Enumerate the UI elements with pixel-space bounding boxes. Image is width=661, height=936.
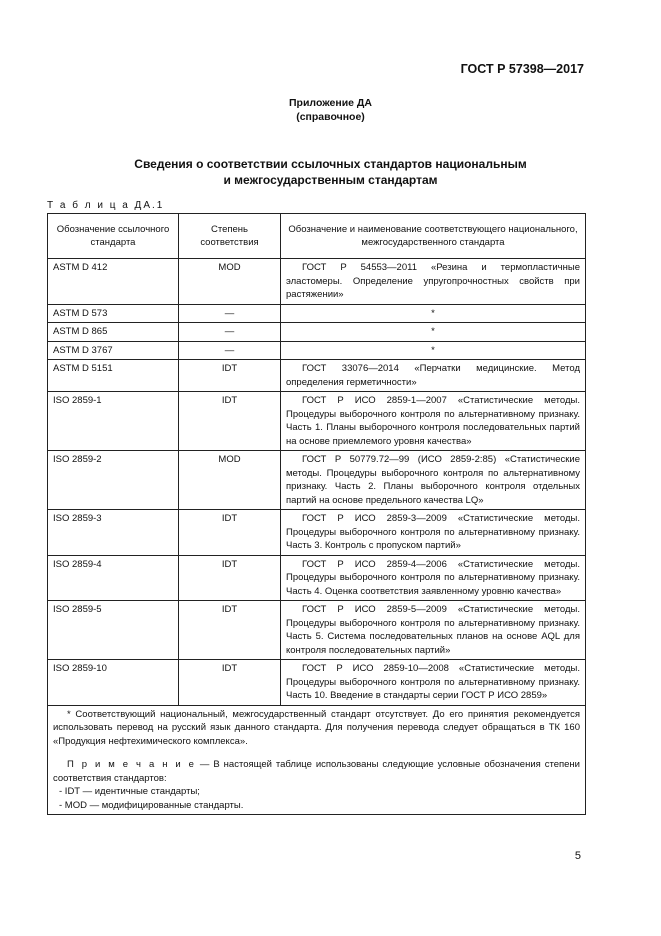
- annex-title: Приложение ДА: [289, 97, 372, 109]
- cell-reference: ASTM D 3767: [48, 341, 179, 360]
- annex-status: (справочное): [296, 111, 365, 123]
- cell-national: [281, 451, 586, 510]
- table-row: [48, 510, 586, 556]
- table-row: [48, 601, 586, 660]
- cell-national: [281, 555, 586, 601]
- table-row: [48, 451, 586, 510]
- cell-reference: ASTM D 412: [48, 259, 179, 305]
- column-header-reference: Обозначение ссылочного стандарта: [48, 214, 179, 259]
- national-text: ГОСТ Р ИСО 2859-3—2009 «Статистические методы. Процедуры выборочного контроля по альтернативному признаку. Часть 3. Контроль с пропуском партий»: [286, 513, 580, 551]
- cell-degree: IDT: [179, 601, 281, 660]
- cell-degree: MOD: [179, 451, 281, 510]
- national-text: ГОСТ Р 50779.72—99 (ИСО 2859-2:85) «Статистические методы. Процедуры выборочного контроля по альтернативному признаку. Часть 2. Планы выборочного контроля отдельных партий на основе предельного качества LQ»: [286, 454, 580, 506]
- annex-heading: [0, 96, 661, 124]
- cell-degree: IDT: [179, 392, 281, 451]
- cell-degree: —: [179, 304, 281, 323]
- cell-national: [281, 601, 586, 660]
- section-title-line-1: Сведения о соответствии ссылочных стандартов национальным: [134, 157, 527, 171]
- cell-national: [281, 360, 586, 392]
- cell-national: *: [281, 323, 586, 342]
- table-row: [48, 304, 586, 323]
- table-row: [48, 392, 586, 451]
- column-header-degree: Степень соответствия: [179, 214, 281, 259]
- note-text: — В настоящей таблице использованы следующие условные обозначения степени соответствия стандартов:: [53, 759, 580, 784]
- cell-reference: ISO 2859-5: [48, 601, 179, 660]
- note-item-idt: - IDT — идентичные стандарты;: [59, 786, 200, 797]
- notes-cell: [48, 705, 586, 815]
- correspondence-table: [47, 213, 586, 815]
- cell-degree: IDT: [179, 510, 281, 556]
- table-row: [48, 360, 586, 392]
- cell-national: *: [281, 341, 586, 360]
- cell-reference: ASTM D 573: [48, 304, 179, 323]
- section-title-line-2: и межгосударственным стандартам: [223, 173, 438, 187]
- note-label: П р и м е ч а н и е: [67, 759, 196, 770]
- cell-reference: ASTM D 5151: [48, 360, 179, 392]
- notes-row: [48, 705, 586, 815]
- document-number: ГОСТ Р 57398—2017: [460, 62, 584, 76]
- column-header-national: Обозначение и наименование соответствующего национального, межгосударственного стандарта: [281, 214, 586, 259]
- table-row: [48, 341, 586, 360]
- table-row: [48, 555, 586, 601]
- section-title: [0, 156, 661, 188]
- note: [53, 758, 580, 785]
- cell-national: [281, 660, 586, 706]
- cell-reference: ISO 2859-3: [48, 510, 179, 556]
- cell-national: [281, 510, 586, 556]
- table-caption: Т а б л и ц а ДА.1: [47, 200, 165, 211]
- cell-degree: IDT: [179, 555, 281, 601]
- cell-reference: ISO 2859-2: [48, 451, 179, 510]
- cell-national: *: [281, 304, 586, 323]
- cell-reference: ISO 2859-1: [48, 392, 179, 451]
- footnote: * Соответствующий национальный, межгосударственный стандарт отсутствует. До его принятия рекомендуется использовать перевод на русский язык данного стандарта. Для получения перевода следует обращаться в ТК 160 «Продукция нефтехимического комплекса».: [53, 708, 580, 747]
- table-header-row: [48, 214, 586, 259]
- cell-degree: IDT: [179, 660, 281, 706]
- cell-reference: ASTM D 865: [48, 323, 179, 342]
- national-text: ГОСТ Р ИСО 2859-4—2006 «Статистические методы. Процедуры выборочного контроля по альтернативному признаку. Часть 4. Оценка соответствия заявленному уровню качества»: [286, 558, 580, 597]
- national-text: ГОСТ Р 54553—2011 «Резина и термопластичные эластомеры. Определение упругопрочностных свойств при растяжении»: [286, 262, 580, 300]
- note-item-mod: - MOD — модифицированные стандарты.: [59, 799, 244, 811]
- national-text: ГОСТ Р ИСО 2859-10—2008 «Статистические методы. Процедуры выборочного контроля по альтернативному признаку. Часть 10. Введение в стандарты серии ГОСТ Р ИСО 2859»: [286, 663, 580, 701]
- cell-reference: ISO 2859-4: [48, 555, 179, 601]
- table-row: [48, 323, 586, 342]
- cell-degree: MOD: [179, 259, 281, 305]
- cell-degree: —: [179, 341, 281, 360]
- national-text: ГОСТ 33076—2014 «Перчатки медицинские. Метод определения герметичности»: [286, 363, 580, 388]
- cell-reference: ISO 2859-10: [48, 660, 179, 706]
- national-text: ГОСТ Р ИСО 2859-1—2007 «Статистические методы. Процедуры выборочного контроля по альтернативному признаку. Часть 1. Планы выборочного контроля последовательных партий на основе приемлемого уровня качества»: [286, 395, 580, 447]
- cell-national: [281, 259, 586, 305]
- cell-degree: —: [179, 323, 281, 342]
- table-row: [48, 259, 586, 305]
- cell-national: [281, 392, 586, 451]
- table-row: [48, 660, 586, 706]
- cell-degree: IDT: [179, 360, 281, 392]
- national-text: ГОСТ Р ИСО 2859-5—2009 «Статистические методы. Процедуры выборочного контроля по альтернативному признаку. Часть 5. Система последовательных планов на основе AQL для контроля последовательных партий»: [286, 604, 580, 656]
- page-number: 5: [574, 850, 581, 862]
